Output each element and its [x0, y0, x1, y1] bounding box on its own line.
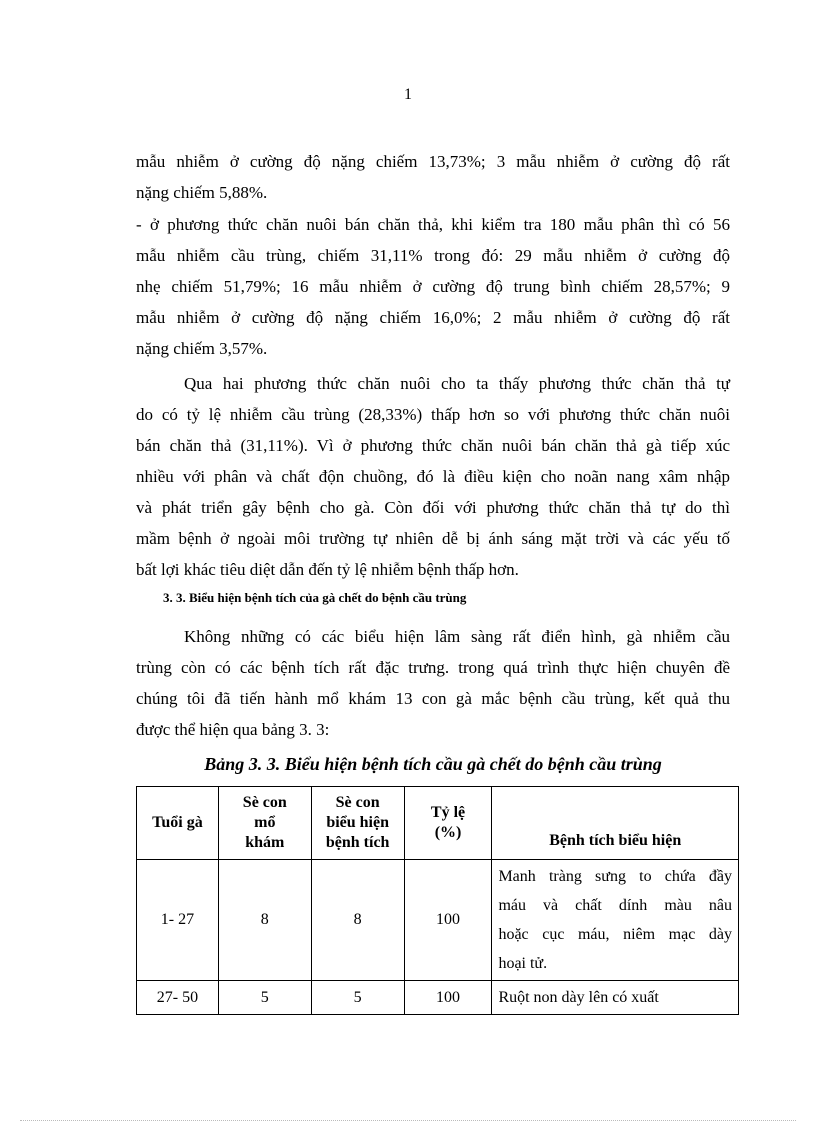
header-line: mổ — [254, 814, 276, 831]
header-showing — [311, 787, 404, 860]
text-line: bán chăn thả (31,11%). Vì ở phương thức chăn nuôi bán chăn thả gà tiếp xúc — [136, 436, 730, 455]
text-line: và phát triển gây bệnh cho gà. Còn đối với phương thức chăn thả tự do thì — [136, 498, 730, 517]
cell-age: 1- 27 — [137, 860, 219, 981]
header-line: (%) — [434, 824, 462, 841]
cell-rate: 100 — [404, 860, 492, 981]
table-header-row — [137, 787, 739, 860]
header-rate — [404, 787, 492, 860]
cell-showing: 8 — [311, 860, 404, 981]
lesion-line: máu và chất dính màu nâu — [498, 897, 732, 914]
header-line: biểu hiện — [326, 814, 389, 831]
page-bottom-rule — [20, 1120, 796, 1121]
table-caption: Bảng 3. 3. Biểu hiện bệnh tích cầu gà chết do bệnh cầu trùng — [204, 754, 662, 774]
lesion-line: Manh tràng sưng to chứa đầy — [498, 868, 732, 885]
header-line: Sè con — [335, 794, 380, 811]
text-line: Không những có các biểu hiện lâm sàng rất điển hình, gà nhiễm cầu — [184, 627, 730, 646]
header-line: bệnh tích — [325, 834, 390, 851]
cell-age: 27- 50 — [137, 981, 219, 1015]
header-examined — [218, 787, 311, 860]
text-line: Qua hai phương thức chăn nuôi cho ta thấy phương thức chăn thả tự — [184, 374, 730, 393]
text-line: chúng tôi đã tiến hành mổ khám 13 con gà mắc bệnh cầu trùng, kết quả thu — [136, 689, 730, 708]
paragraph-3 — [136, 368, 730, 585]
text-line: - ở phương thức chăn nuôi bán chăn thả, khi kiểm tra 180 mẫu phân thì có 56 — [136, 215, 730, 234]
text-line: nặng chiếm 5,88%. — [136, 183, 268, 202]
cell-showing: 5 — [311, 981, 404, 1015]
text-line: nhiều với phân và chất độn chuồng, đó là điều kiện cho noãn nang xâm nhập — [136, 467, 730, 486]
table-row — [137, 981, 739, 1015]
section-heading: 3. 3. Biểu hiện bệnh tích của gà chết do bệnh cầu trùng — [163, 590, 467, 605]
header-line: Sè con — [242, 794, 287, 811]
lesion-line: Ruột non dày lên có xuất — [498, 989, 659, 1006]
paragraph-2 — [136, 209, 730, 364]
text-line: mẫu nhiễm cầu trùng, chiếm 31,11% trong đó: 29 mẫu nhiễm ở cường độ — [136, 246, 730, 265]
text-line: mẫu nhiễm ở cường độ nặng chiếm 13,73%; 3 mẫu nhiễm ở cường độ rất — [136, 152, 730, 171]
lesion-line: hoại tử. — [498, 955, 548, 972]
paragraph-4 — [136, 621, 730, 745]
text-line: mẫu nhiễm ở cường độ nặng chiếm 16,0%; 2 mẫu nhiễm ở cường độ rất — [136, 308, 730, 327]
header-line: khám — [245, 834, 285, 851]
header-lesion: Bệnh tích biểu hiện — [492, 787, 739, 860]
header-line: Tỷ lệ — [430, 804, 466, 821]
text-line: trùng còn có các bệnh tích rất đặc trưng. trong quá trình thực hiện chuyên đề — [136, 658, 730, 677]
page-number: 1 — [404, 86, 412, 103]
table-row — [137, 860, 739, 981]
text-line: do có tỷ lệ nhiễm cầu trùng (28,33%) thấp hơn so với phương thức chăn nuôi — [136, 405, 730, 424]
text-line: bất lợi khác tiêu diệt dẫn đến tỷ lệ nhiễm bệnh thấp hơn. — [136, 560, 519, 579]
text-line: mầm bệnh ở ngoài môi trường tự nhiên dễ bị ánh sáng mặt trời và các yếu tố — [136, 529, 730, 548]
text-line: nhẹ chiếm 51,79%; 16 mẫu nhiễm ở cường độ trung bình chiếm 28,57%; 9 — [136, 277, 730, 296]
paragraph-1 — [136, 146, 730, 208]
cell-lesion — [492, 981, 739, 1015]
header-age: Tuổi gà — [137, 787, 219, 860]
text-line: nặng chiếm 3,57%. — [136, 339, 268, 358]
cell-examined: 8 — [218, 860, 311, 981]
cell-examined: 5 — [218, 981, 311, 1015]
lesion-table — [136, 786, 739, 1015]
lesion-line: hoặc cục máu, niêm mạc dày — [498, 926, 732, 943]
cell-lesion — [492, 860, 739, 981]
cell-rate: 100 — [404, 981, 492, 1015]
text-line: được thể hiện qua bảng 3. 3: — [136, 720, 330, 739]
